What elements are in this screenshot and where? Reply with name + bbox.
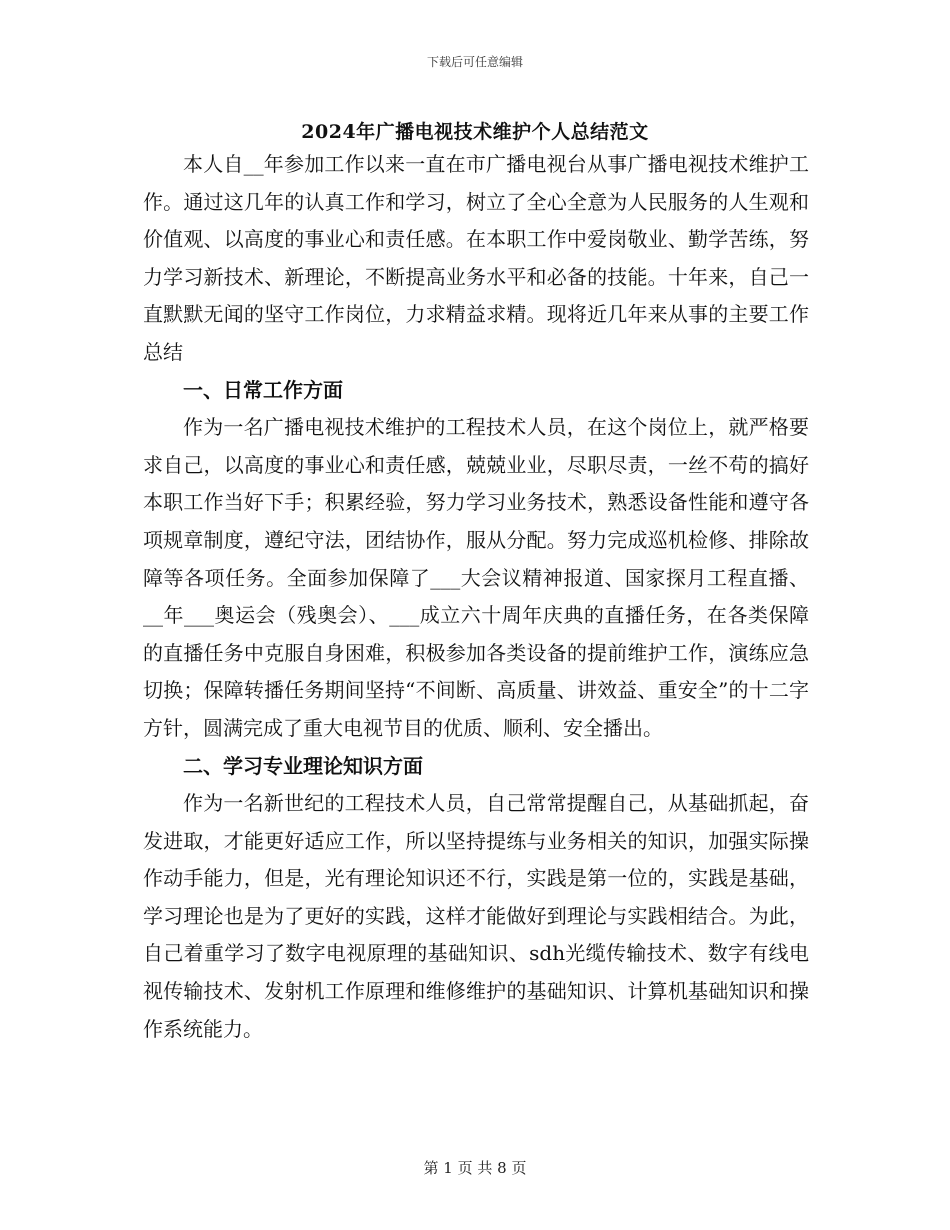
page-number: 第 1 页 共 8 页 (423, 1159, 527, 1177)
section-paragraph-study: 作为一名新世纪的工程技术人员，自己常常提醒自己，从基础抓起，奋发进取，才能更好适应工作，所以坚持提练与业务相关的知识，加强实际操作动手能力，但是，光有理论知识还不行，实践是第一位的，实践是基础，学习理论也是为了更好的实践，这样才能做好到理论与实践相结合。为此，自己着重学习了数字电视原理的基础知识、sdh光缆传输技术、数字有线电视传输技术、发射机工作原理和维修维护的基础知识、计算机基础知识和操作系统能力。 (143, 791, 809, 1041)
header-note: 下载后可任意编辑 (426, 55, 523, 69)
section-heading-daily-work: 一、日常工作方面 (183, 377, 343, 402)
intro-paragraph: 本人自__年参加工作以来一直在市广播电视台从事广播电视技术维护工作。通过这几年的认真工作和学习，树立了全心全意为人民服务的人生观和价值观、以高度的事业心和责任感。在本职工作中爱岗敬业、勤学苦练，努力学习新技术、新理论，不断提高业务水平和必备的技能。十年来，自己一直默默无闻的坚守工作岗位，力求精益求精。现将近几年来从事的主要工作总结 (143, 152, 809, 364)
section-paragraph-daily-work: 作为一名广播电视技术维护的工程技术人员，在这个岗位上，就严格要求自己，以高度的事业心和责任感，兢兢业业，尽职尽责，一丝不苟的搞好本职工作当好下手；积累经验，努力学习业务技术，熟悉设备性能和遵守各项规章制度，遵纪守法，团结协作，服从分配。努力完成巡机检修、排除故障等各项任务。全面参加保障了___大会议精神报道、国家探月工程直播、__年___奥运会（残奥会）、___成立六十周年庆典的直播任务，在各类保障的直播任务中克服自身困难，积极参加各类设备的提前维护工作，演练应急切换；保障转播任务期间坚持“不间断、高质量、讲效益、重安全”的十二字方针，圆满完成了重大电视节目的优质、顺利、安全播出。 (143, 415, 809, 740)
document-title: 2024年广播电视技术维护个人总结范文 (301, 121, 649, 143)
section-heading-study: 二、学习专业理论知识方面 (183, 753, 423, 778)
document-body (143, 146, 809, 1048)
